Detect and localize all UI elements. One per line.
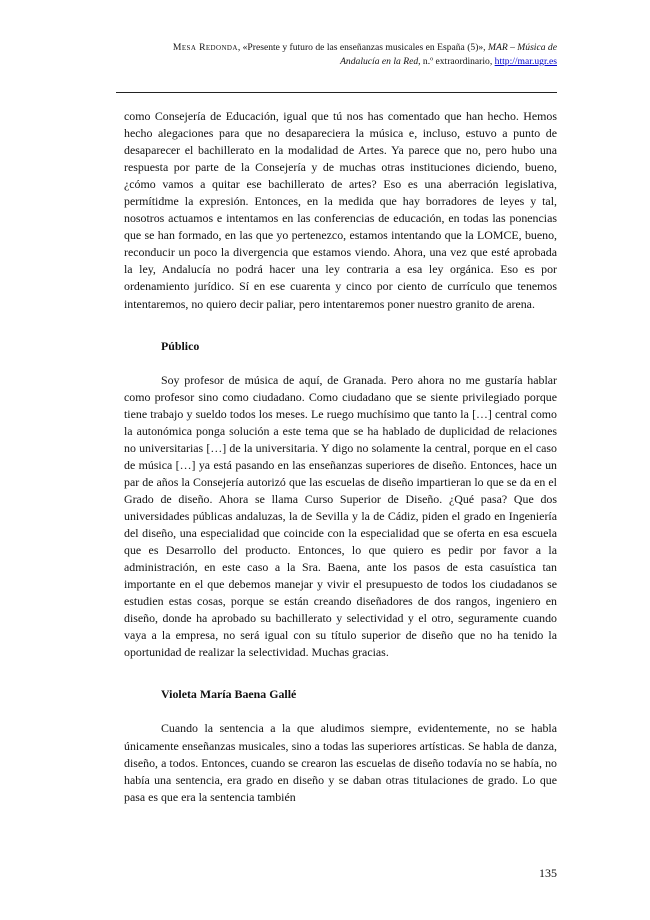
header-title: , «Presente y futuro de las enseñanzas musicales en España (5)»,: [237, 42, 488, 53]
paragraph-violeta: Cuando la sentencia a la que aludimos siempre, evidentemente, no se habla únicamente enseñanzas musicales, sino a todas las superiores artísticas. Se habla de danza, diseño, a todos. Entonces, cuando se crearon las escuelas de diseño todavía no se había, no había una sentencia, era grado en diseño y se daban otras titulaciones de grado. Lo que pasa es que era la sentencia también: [124, 721, 557, 804]
header-journal: MAR – Música de: [487, 42, 557, 53]
header-divider: [116, 92, 557, 93]
header-journal-line2: Andalucía en la Red: [340, 56, 419, 67]
speaker-heading-publico: Público: [161, 338, 200, 353]
header-issue: , n.º extraordinario,: [418, 56, 495, 67]
header-url-link[interactable]: http://mar.ugr.es: [494, 56, 557, 67]
page-number: 135: [539, 866, 557, 880]
header-author: Mesa Redonda: [172, 42, 238, 53]
paragraph-continuation: como Consejería de Educación, igual que tú nos has comentado que han hecho. Hemos hecho alegaciones para que no desapareciera la música e, incluso, estuvo a punto de desaparecer el bachillerato en la modalidad de Artes. Ya parece que no, pero hubo una respuesta por parte de la Consejería y de muchas otras instituciones diciendo, bueno, ¿cómo vamos a quitar ese bachillerato de artes? Eso es una aberración legislativa, permítidme la expresión. Entonces, en la medida que hay borradores de leyes y tal, nosotros actuamos e intentamos en las conferencias de educación, en todas las ponencias que se han formado, en las que yo pertenezco, estamos intentando que la LOMCE, bueno, reconducir un poco la divergencia que estamos viendo. Ahora, una vez que esté aprobada la ley, Andalucía no podrá hacer una ley contraria a esa ley orgánica. Eso es por ordenamiento jurídico. Sí en ese cuarenta y cinco por ciento de currículo que tenemos intentaremos, no quiero decir paliar, pero intentaremos poner nuestro granito de arena.: [124, 109, 557, 311]
paragraph-publico: Soy profesor de música de aquí, de Granada. Pero ahora no me gustaría hablar como profesor sino como ciudadano. Como ciudadano que se siente privilegiado porque tiene trabajo y sueldo todos los meses. Le ruego muchísimo que tanto la […] central como la autonómica ponga solución a este tema que se ha hablado de duplicidad de relaciones no universitarias […] de la universitaria. Y digo no solamente la central, porque en el caso de música […] ya está pasando en las enseñanzas superiores de diseño. Entonces, hace un par de años la Consejería autorizó que las escuelas de diseño impartieran lo que se da en el Grado de diseño. Ahora se llama Curso Superior de Diseño. ¿Qué pasa? Que dos universidades públicas andaluzas, la de Sevilla y la de Cádiz, piden el grado en Ingeniería del diseño, una especialidad que coincide con la especialidad que se oferta en esa escuela que es Desarrollo del producto. Entonces, lo que quiero es pedir por favor a la administración, en este caso a la Sra. Baena, ante los pasos de esta casuística tan importante en el que debemos manejar y vivir el presupuesto de todos los ciudadanos se estudien estas cosas, porque se están creando diseñadores de dos rangos, ingeniero en diseño, donde ha aprobado su bachillerato y selectividad y el otro, seguramente cuando vaya a la empresa, no será igual con su título superior de diseño que no ha tenido la oportunidad de realizar la selectividad. Muchas gracias.: [124, 372, 557, 660]
main-text: [124, 108, 557, 806]
speaker-heading-violeta: Violeta María Baena Gallé: [161, 687, 297, 702]
running-header: [117, 41, 557, 69]
